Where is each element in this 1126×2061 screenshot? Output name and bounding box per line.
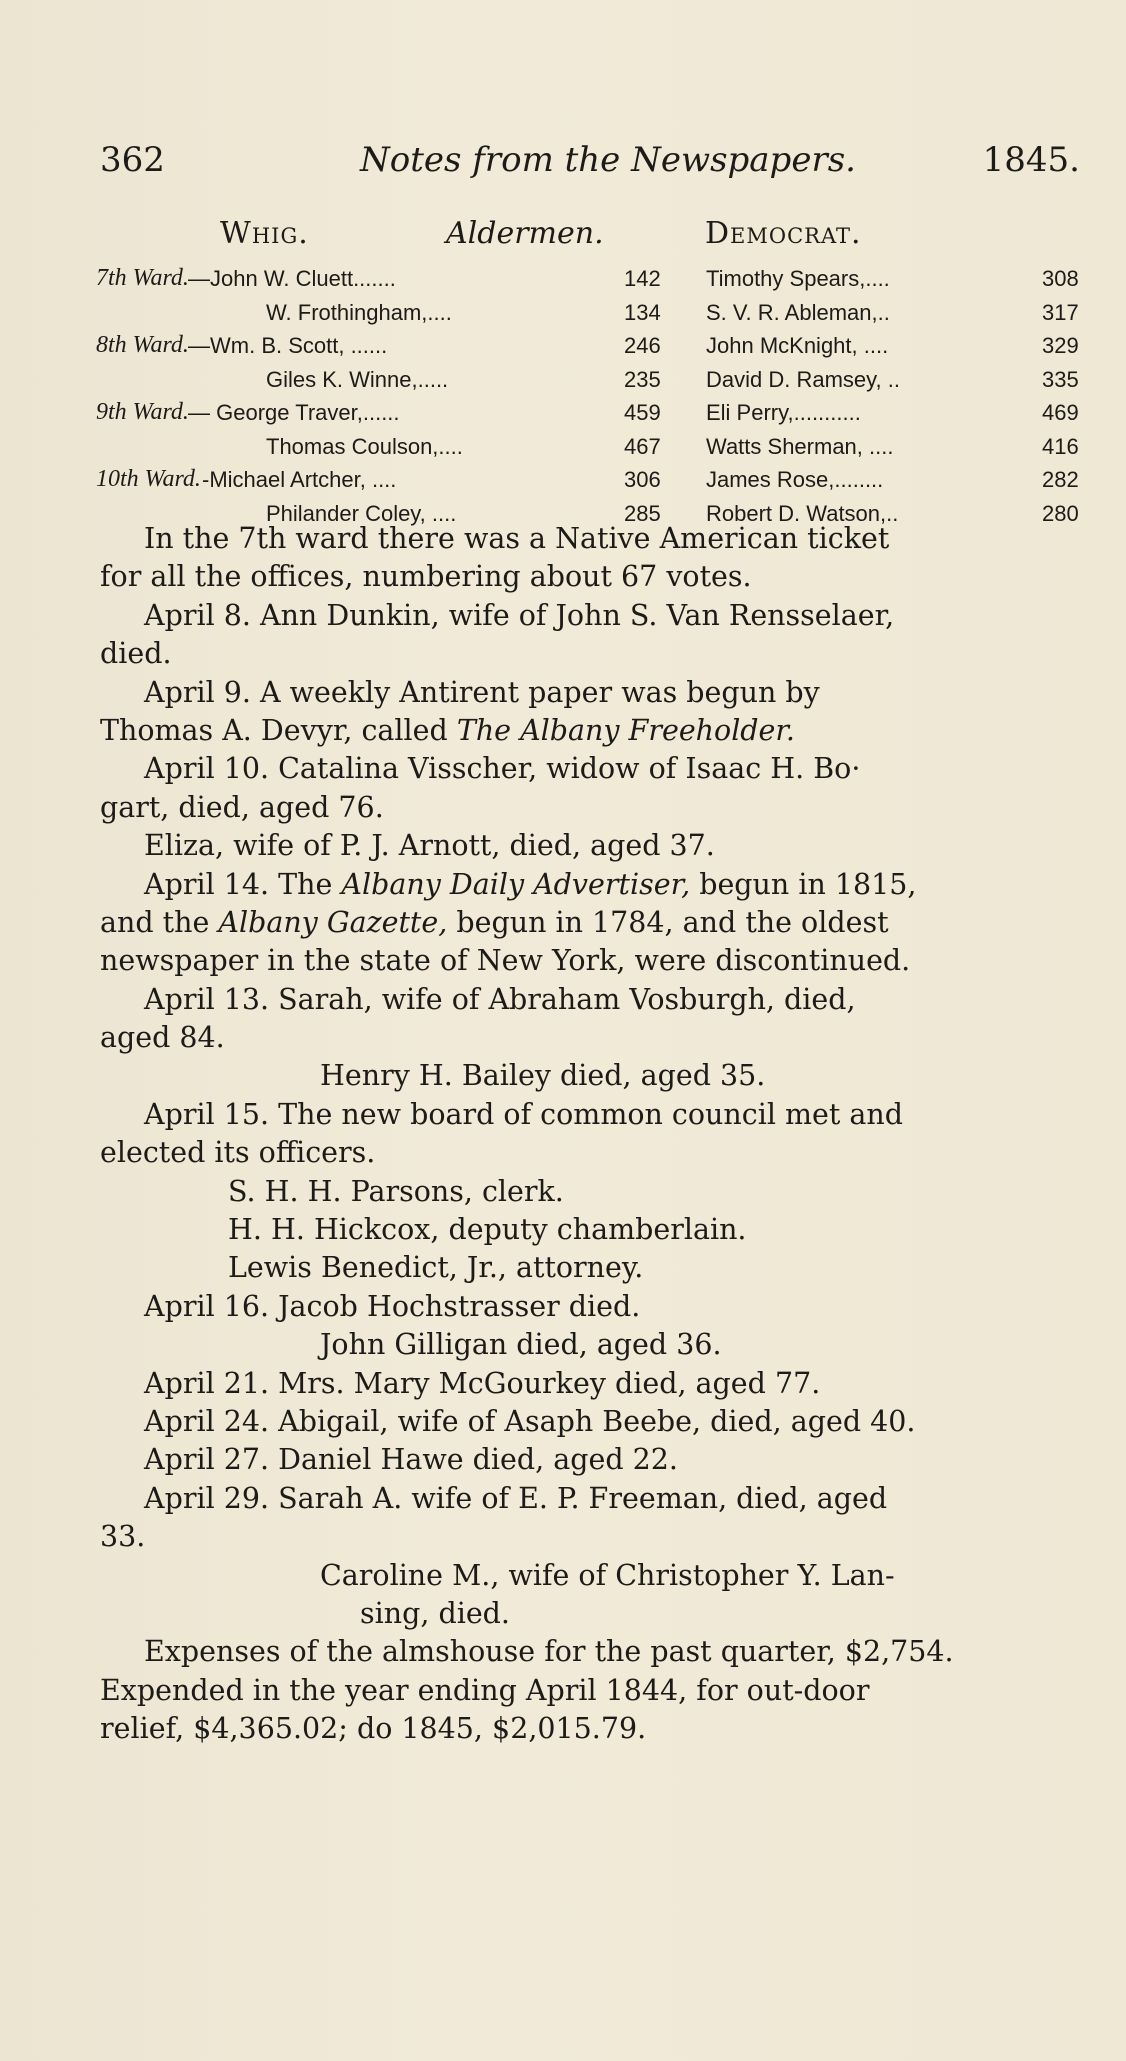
democrat-candidate: Watts Sherman, ....: [706, 433, 894, 459]
text-line: Expenses of the almshouse for the past quarter, $2,754.: [144, 1635, 954, 1669]
whig-votes: 142: [624, 266, 661, 291]
text-line: 33.: [100, 1520, 146, 1554]
whig-votes: 467: [624, 433, 661, 459]
election-results-table: [96, 262, 1086, 530]
running-head: [100, 140, 1080, 190]
newspaper-title: The Albany Freeholder.: [456, 713, 795, 747]
democrat-candidate: James Rose,........: [706, 467, 884, 492]
newspaper-title: Albany Gazette,: [218, 905, 448, 939]
page-title: Notes from the Newspapers.: [360, 140, 856, 180]
table-row: [96, 296, 1086, 330]
text-line: [100, 712, 1080, 750]
text-line: Lewis Benedict, Jr., attorney.: [228, 1251, 644, 1285]
whig-votes: 285: [624, 500, 661, 526]
whig-candidate: —John W. Cluett.......: [188, 266, 396, 291]
body-text: [100, 520, 1080, 1749]
whig-candidate: —Wm. B. Scott, ......: [188, 333, 388, 358]
text-line: April 21. Mrs. Mary McGourkey died, aged 77.: [144, 1366, 821, 1400]
text-line: April 8. Ann Dunkin, wife of John S. Van Rensselaer,: [144, 598, 895, 632]
text-line: died.: [100, 637, 172, 671]
text-line: April 27. Daniel Hawe died, aged 22.: [144, 1443, 678, 1477]
table-row: [96, 430, 1086, 464]
democrat-candidate: David D. Ramsey, ..: [706, 366, 900, 392]
text-line: April 16. Jacob Hochstrasser died.: [144, 1289, 641, 1323]
text-line: Expended in the year ending April 1844, for out-door: [100, 1673, 870, 1707]
democrat-votes: 469: [1042, 400, 1079, 425]
text-span: April 14. The: [144, 867, 342, 901]
text-line: April 15. The new board of common council met and: [144, 1097, 903, 1131]
text-line: [100, 866, 1080, 904]
newspaper-title: Albany Daily Advertiser,: [341, 867, 691, 901]
democrat-votes: 317: [1042, 299, 1079, 325]
text-line: H. H. Hickcox, deputy chamberlain.: [228, 1213, 747, 1247]
whig-candidate: Thomas Coulson,....: [266, 433, 463, 459]
democrat-candidate: Robert D. Watson,..: [706, 500, 899, 526]
text-line: John Gilligan died, aged 36.: [320, 1328, 722, 1362]
whig-candidate: Philander Coley, ....: [266, 500, 457, 526]
text-line: April 9. A weekly Antirent paper was begun by: [144, 675, 820, 709]
democrat-votes: 308: [1042, 266, 1079, 291]
ward-label: 9th Ward.: [96, 399, 189, 425]
democrat-candidate: S. V. R. Ableman,..: [706, 299, 890, 325]
whig-candidate: W. Frothingham,....: [266, 299, 452, 325]
ward-label: 10th Ward.: [96, 466, 201, 492]
text-line: In the 7th ward there was a Native American ticket: [144, 522, 890, 555]
whig-votes: 459: [624, 400, 661, 425]
democrat-votes: 335: [1042, 366, 1079, 392]
table-row: [96, 363, 1086, 397]
whig-votes: 246: [624, 333, 661, 358]
table-row: [96, 396, 1086, 430]
page-year: 1845.: [982, 140, 1080, 180]
whig-votes: 306: [624, 467, 661, 492]
ward-label: 7th Ward.: [96, 265, 189, 291]
election-table-header: [220, 216, 1040, 260]
democrat-candidate: Timothy Spears,....: [706, 266, 890, 291]
text-line: [100, 904, 1080, 942]
table-row: [96, 329, 1086, 363]
ward-label: 8th Ward.: [96, 332, 189, 358]
democrat-candidate: Eli Perry,...........: [706, 400, 861, 425]
office-column-header: Aldermen.: [446, 216, 604, 251]
text-line: April 13. Sarah, wife of Abraham Vosburgh, died,: [144, 982, 856, 1016]
text-span: begun in 1815,: [690, 867, 917, 901]
table-row: [96, 463, 1086, 497]
democrat-column-header: Democrat.: [705, 216, 862, 251]
democrat-votes: 280: [1042, 500, 1079, 526]
text-line: Eliza, wife of P. J. Arnott, died, aged 37.: [144, 829, 715, 863]
whig-candidate: Giles K. Winne,.....: [266, 366, 449, 392]
text-line: relief, $4,365.02; do 1845, $2,015.79.: [100, 1712, 647, 1746]
text-line: sing, died.: [360, 1596, 510, 1630]
table-row: [96, 262, 1086, 296]
text-line: Henry H. Bailey died, aged 35.: [320, 1059, 766, 1093]
whig-votes: 134: [624, 299, 661, 325]
democrat-votes: 416: [1042, 433, 1079, 459]
democrat-votes: 282: [1042, 467, 1079, 492]
whig-candidate: -Michael Artcher, ....: [202, 467, 397, 492]
democrat-votes: 329: [1042, 333, 1079, 358]
text-line: April 10. Catalina Visscher, widow of Isaac H. Bo·: [144, 752, 861, 786]
text-span: and the: [100, 905, 219, 939]
text-line: elected its officers.: [100, 1136, 376, 1170]
text-span: begun in 1784, and the oldest: [447, 905, 889, 939]
text-line: S. H. H. Parsons, clerk.: [228, 1174, 564, 1208]
page-number: 362: [100, 140, 165, 180]
whig-candidate: — George Traver,......: [188, 400, 400, 425]
text-line: April 29. Sarah A. wife of E. P. Freeman, died, aged: [144, 1481, 888, 1515]
text-line: aged 84.: [100, 1021, 225, 1055]
text-line: April 24. Abigail, wife of Asaph Beebe, died, aged 40.: [144, 1404, 916, 1438]
whig-votes: 235: [624, 366, 661, 392]
text-line: Caroline M., wife of Christopher Y. Lan-: [320, 1558, 895, 1592]
text-span: Thomas A. Devyr, called: [100, 713, 457, 747]
whig-column-header: Whig.: [220, 216, 309, 251]
text-line: newspaper in the state of New York, were discontinued.: [100, 944, 911, 978]
democrat-candidate: John McKnight, ....: [706, 333, 889, 358]
text-line: for all the offices, numbering about 67 votes.: [100, 560, 752, 594]
text-line: gart, died, aged 76.: [100, 790, 384, 824]
